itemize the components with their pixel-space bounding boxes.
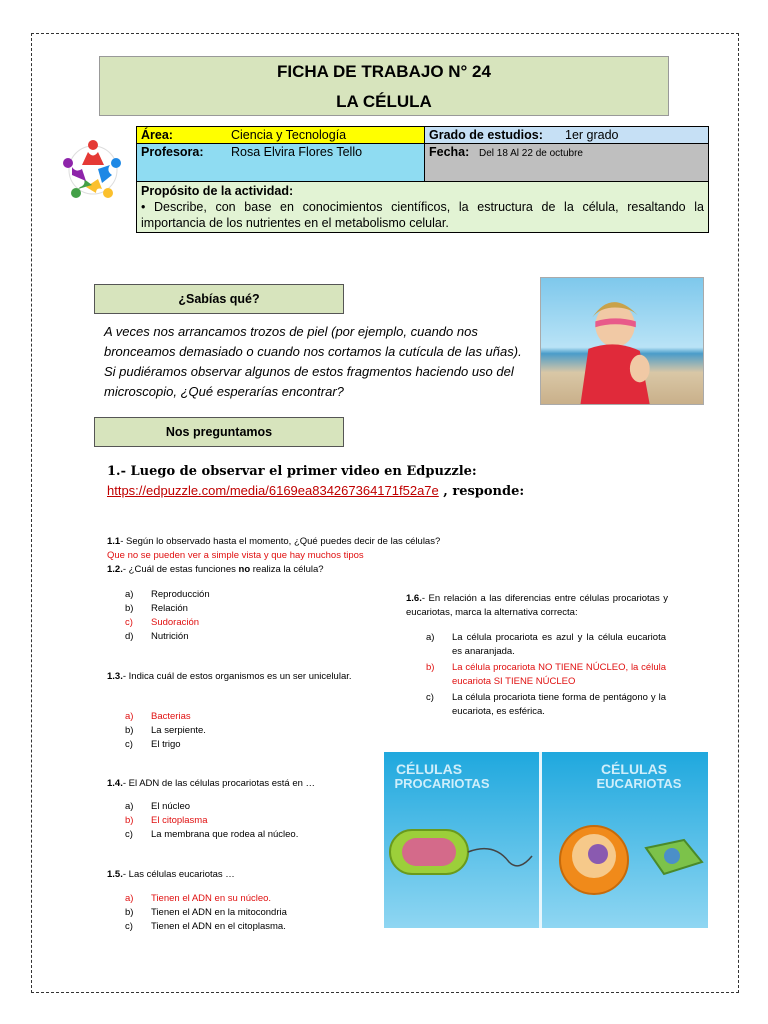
profesora-cell bbox=[137, 144, 425, 182]
option-key: b) bbox=[125, 815, 134, 826]
q14-question bbox=[107, 777, 377, 791]
option-text: Sudoración bbox=[151, 617, 200, 628]
cells-comparison-image bbox=[384, 752, 708, 928]
option-answer[interactable] bbox=[125, 616, 375, 630]
proposito-label: Propósito de la actividad: bbox=[141, 184, 294, 198]
option-key: c) bbox=[125, 829, 133, 840]
q16-num: 1.6. bbox=[406, 593, 422, 604]
option-key: c) bbox=[125, 617, 133, 628]
option-text: Tienen el ADN en su núcleo. bbox=[151, 893, 272, 904]
cells-illustration bbox=[384, 752, 708, 928]
q12-options bbox=[125, 588, 375, 644]
q16-text: - En relación a las diferencias entre células procariotas y eucariotas, marca la alternativa correcta: bbox=[406, 593, 668, 618]
option-key: b) bbox=[125, 907, 134, 918]
option-key: a) bbox=[426, 632, 435, 643]
option-key: a) bbox=[125, 589, 134, 600]
sabias-label: ¿Sabías qué? bbox=[94, 284, 344, 314]
q11-text: - Según lo observado hasta el momento, ¿Qué puedes decir de las células? bbox=[120, 536, 441, 547]
option-key: c) bbox=[125, 921, 133, 932]
q13-text: - Indica cuál de estos organismos es un ser unicelular. bbox=[122, 671, 352, 682]
option[interactable] bbox=[125, 800, 375, 814]
title-box bbox=[99, 56, 669, 116]
option[interactable] bbox=[426, 691, 666, 719]
option-answer[interactable] bbox=[125, 892, 375, 906]
option-text: El núcleo bbox=[151, 801, 191, 812]
area-label: Área: bbox=[141, 128, 173, 142]
teamwork-logo-icon bbox=[58, 135, 128, 205]
grado-cell bbox=[425, 127, 709, 144]
option[interactable] bbox=[125, 724, 375, 738]
option-text: Bacterias bbox=[151, 711, 191, 722]
option-text: Tienen el ADN en la mitocondria bbox=[151, 907, 287, 918]
fecha-cell bbox=[425, 144, 709, 182]
option-key: b) bbox=[125, 725, 134, 736]
fecha-value: Del 18 Al 22 de octubre bbox=[479, 148, 583, 159]
q15-question bbox=[107, 868, 377, 882]
q13-options bbox=[125, 710, 375, 752]
proposito-cell bbox=[137, 182, 709, 233]
left-label-2: PROCARIOTAS bbox=[394, 776, 490, 791]
option[interactable] bbox=[125, 738, 375, 752]
option-text: La célula procariota tiene forma de pentágono y la eucariota, es esférica. bbox=[452, 692, 666, 717]
question-1 bbox=[107, 462, 547, 501]
option-text: El trigo bbox=[151, 739, 181, 750]
option-key: b) bbox=[426, 662, 435, 673]
q12-text-bold: no bbox=[238, 564, 251, 575]
option-text: Reproducción bbox=[151, 589, 210, 600]
option-text: La célula procariota NO TIENE NÚCLEO, la célula eucariota SI TIENE NÚCLEO bbox=[452, 662, 666, 687]
q1-intro: 1.- Luego de observar el primer video en Edpuzzle: bbox=[107, 464, 477, 479]
option[interactable] bbox=[125, 828, 375, 842]
option-text: La célula procariota es azul y la célula eucariota es anaranjada. bbox=[452, 632, 666, 657]
option-answer[interactable] bbox=[125, 814, 375, 828]
option-answer[interactable] bbox=[125, 710, 375, 724]
profesora-value: Rosa Elvira Flores Tello bbox=[231, 145, 363, 159]
option-text: La membrana que rodea al núcleo. bbox=[151, 829, 299, 840]
preguntamos-label: Nos preguntamos bbox=[94, 417, 344, 447]
option-text: Tienen el ADN en el citoplasma. bbox=[151, 921, 286, 932]
option-key: c) bbox=[426, 692, 434, 703]
grado-value: 1er grado bbox=[565, 128, 619, 142]
option[interactable] bbox=[125, 920, 375, 934]
q12-num: 1.2. bbox=[107, 564, 123, 575]
option-text: Relación bbox=[151, 603, 188, 614]
right-label-2: EUCARIOTAS bbox=[596, 776, 682, 791]
right-label-1: CÉLULAS bbox=[600, 761, 668, 777]
q15-num: 1.5. bbox=[107, 869, 123, 880]
option[interactable] bbox=[125, 588, 375, 602]
q1-suffix: , responde: bbox=[438, 484, 525, 499]
option-text: El citoplasma bbox=[151, 815, 208, 826]
option[interactable] bbox=[125, 906, 375, 920]
girl-beach-photo bbox=[540, 277, 704, 405]
page-subtitle: LA CÉLULA bbox=[336, 92, 432, 111]
info-table bbox=[136, 126, 709, 233]
area-value: Ciencia y Tecnología bbox=[231, 128, 347, 142]
edpuzzle-link[interactable]: https://edpuzzle.com/media/6169ea834267364171f52a7e bbox=[107, 483, 439, 498]
profesora-label: Profesora: bbox=[141, 145, 204, 159]
q14-options bbox=[125, 800, 375, 842]
proposito-text: • Describe, con base en conocimientos científicos, la estructura de la célula, resaltando la importancia de los nutrientes en el metabolismo celular. bbox=[141, 200, 704, 230]
q12-text-a: - ¿Cuál de estas funciones bbox=[122, 564, 239, 575]
option[interactable] bbox=[426, 631, 666, 659]
q13-num: 1.3. bbox=[107, 671, 123, 682]
area-cell bbox=[137, 127, 425, 144]
option-text: La serpiente. bbox=[151, 725, 206, 736]
q16-options bbox=[426, 631, 666, 719]
left-label-1: CÉLULAS bbox=[395, 761, 463, 777]
q12-question bbox=[107, 563, 497, 577]
fecha-label: Fecha: bbox=[429, 145, 470, 159]
option-key: a) bbox=[125, 801, 134, 812]
left-column bbox=[107, 535, 497, 577]
option-key: a) bbox=[125, 893, 134, 904]
q11-question bbox=[107, 535, 497, 549]
q11-num: 1.1 bbox=[107, 536, 121, 547]
q12-text-b: realiza la célula? bbox=[250, 564, 324, 575]
option-key: c) bbox=[125, 739, 133, 750]
q11-answer: Que no se pueden ver a simple vista y que hay muchos tipos bbox=[107, 550, 364, 561]
option-text: Nutrición bbox=[151, 631, 189, 642]
q14-num: 1.4. bbox=[107, 778, 123, 789]
q15-text: - Las células eucariotas … bbox=[122, 869, 235, 880]
grado-label: Grado de estudios: bbox=[429, 128, 543, 142]
option-answer[interactable] bbox=[426, 661, 666, 689]
option[interactable] bbox=[125, 602, 375, 616]
option[interactable] bbox=[125, 630, 375, 644]
q14-text: - El ADN de las células procariotas está en … bbox=[122, 778, 316, 789]
sabias-text: A veces nos arrancamos trozos de piel (por ejemplo, cuando nos bronceamos demasiado o cuando nos cortamos la cutícula de las uñas). Si pudiéramos observar algunos de estos fragmentos haciendo uso del microscopio, ¿Qué esperarías encontrar? bbox=[104, 324, 522, 399]
q13-question bbox=[107, 670, 362, 684]
page-title: FICHA DE TRABAJO N° 24 bbox=[277, 62, 491, 81]
option-key: a) bbox=[125, 711, 134, 722]
option-key: b) bbox=[125, 603, 134, 614]
option-key: d) bbox=[125, 631, 134, 642]
q15-options bbox=[125, 892, 375, 934]
q16-question bbox=[406, 592, 668, 620]
